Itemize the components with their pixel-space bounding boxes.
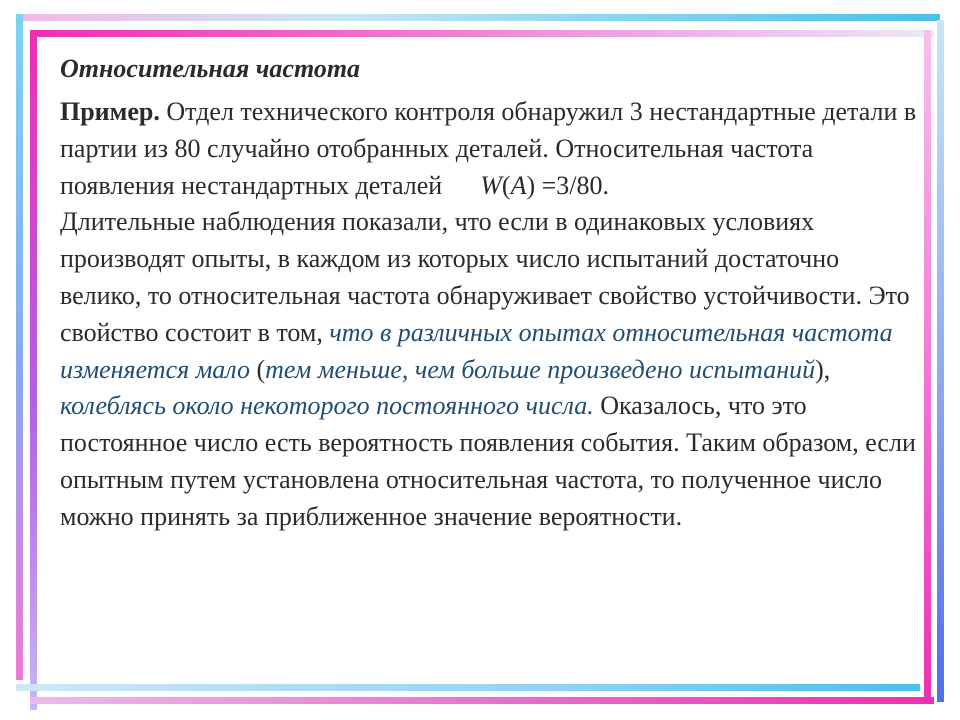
open-paren: (	[249, 354, 266, 384]
example-label: Пример.	[60, 97, 160, 126]
formula-w: W	[480, 170, 502, 200]
stability-paragraph	[60, 204, 920, 535]
border-bottom-outer	[30, 697, 934, 704]
slide-title: Относительная частота	[60, 54, 361, 83]
example-text: Отдел технического контроля обнаружил 3 нестандартные детали в партии из 80 случайно отобранных деталей. Относительная частота появления нестандартных деталей	[60, 97, 917, 200]
stability-text-1: Длительные наблюдения показали, что если в одинаковых условиях производят опыты, в каждом из которых число испытаний достаточно велико, то относительная частота обнаруживает свойство устойчивости. Это свойство состоит в том,	[60, 207, 910, 347]
border-top-outer	[16, 14, 940, 21]
border-top-inner	[30, 30, 934, 37]
stability-emphasis-3: колеблясь около некоторого постоянного числа.	[60, 391, 594, 421]
stability-text-2: Оказалось, что это постоянное число есть вероятность появления события. Таким образом, если опытным путем установлена относительная частота, то полученное число можно принять за приближенное значение вероятности.	[60, 391, 916, 531]
formula-a: A	[510, 170, 527, 200]
stability-emphasis-2: тем меньше, чем больше произведено испытаний	[265, 354, 816, 384]
border-right-outer	[937, 20, 944, 702]
formula-open: (	[501, 170, 511, 200]
border-left-outer	[16, 14, 23, 680]
example-paragraph	[60, 94, 920, 204]
stability-emphasis-1: что в различных опытах относительная частота изменяется мало	[60, 317, 893, 384]
border-bottom-inner	[16, 684, 920, 691]
border-left-inner	[30, 30, 37, 710]
border-right-inner	[924, 30, 931, 702]
slide-content	[60, 52, 920, 536]
close-paren: ),	[815, 354, 831, 384]
formula-rest: ) =3/80.	[526, 170, 609, 200]
